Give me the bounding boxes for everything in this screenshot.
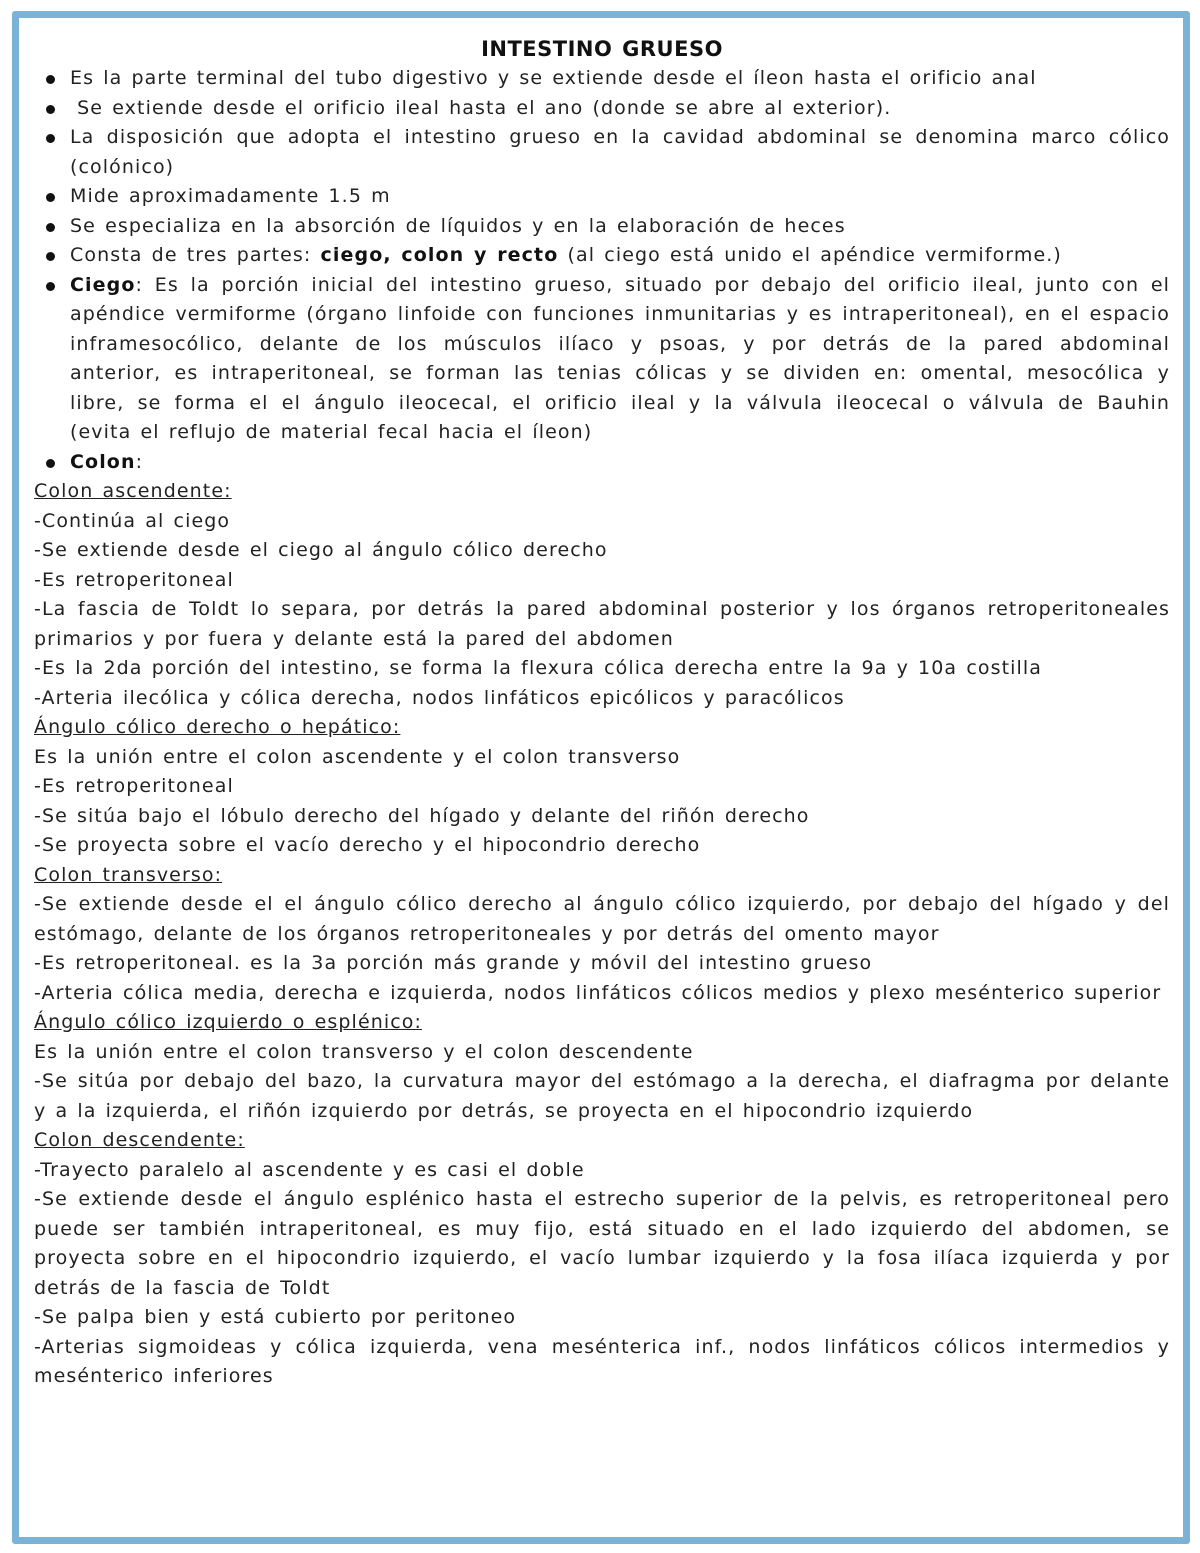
bullet-bold-text: ciego, colon y recto (320, 244, 559, 266)
list-item (34, 182, 1170, 212)
document-body (34, 34, 1170, 1392)
text-line: Es la unión entre el colon transverso y el colon descendente (34, 1040, 694, 1063)
bullet-text: : (135, 450, 144, 473)
list-item (34, 448, 1170, 478)
text-line: -Es retroperitoneal (34, 568, 234, 591)
list-item (34, 241, 1170, 271)
list-item (34, 212, 1170, 242)
bullet-text: Se especializa en la absorción de líquidos y en la elaboración de heces (70, 214, 846, 237)
bullet-text: : Es la porción inicial del intestino grueso, situado por debajo del orificio ileal, junto con el apéndice vermiforme (órgano linfoide con funciones inmunitarias y es intraperitoneal), en el espacio inframesocólico, delante de los músculos ilíaco y psoas, y por detrás de la pared abdominal anterior, es intraperitoneal, se forman las tenias cólicas y se dividen en: omental, mesocólica y libre, se forma el el ángulo ileocecal, el orificio ileal y la válvula ileocecal o válvula de Bauhin (evita el reflujo de material fecal hacia el íleon) (70, 273, 1170, 443)
bullet-list (34, 64, 1170, 477)
text-line: -Es retroperitoneal (34, 775, 234, 797)
text-line: -Se palpa bien y está cubierto por peritoneo (34, 1306, 517, 1328)
list-item (34, 271, 1170, 448)
bullet-text: Consta de tres partes: (70, 244, 321, 266)
text-line: -Arteria ilecólica y cólica derecha, nodos linfáticos epicólicos y paracólicos (34, 686, 845, 709)
bullet-text: Mide aproximadamente 1.5 m (70, 185, 391, 207)
text-line: -La fascia de Toldt lo separa, por detrás la pared abdominal posterior y los órganos retroperitoneales primarios y por fuera y delante está la pared del abdomen (34, 598, 1170, 650)
text-line: -Se extiende desde el ciego al ángulo cólico derecho (34, 539, 608, 561)
page-title: INTESTINO GRUESO (481, 37, 723, 61)
list-item (34, 123, 1170, 182)
text-line: Es la unión entre el colon ascendente y el colon transverso (34, 745, 681, 768)
bullet-text: La disposición que adopta el intestino grueso en la cavidad abdominal se denomina marco cólico (colónico) (70, 126, 1170, 178)
bullet-bold-text: Ciego (70, 273, 136, 296)
bullet-text: (al ciego está unido el apéndice vermiforme.) (558, 244, 1062, 266)
section-heading-angulo-hepatico: Ángulo cólico derecho o hepático: (34, 716, 401, 738)
bullet-bold-text: Colon (70, 450, 136, 473)
bullet-text: Es la parte terminal del tubo digestivo y se extiende desde el íleon hasta el orificio anal (70, 67, 1037, 89)
text-line: -Se sitúa bajo el lóbulo derecho del hígado y delante del riñón derecho (34, 804, 810, 827)
section-heading-colon-transverso: Colon transverso: (34, 863, 223, 886)
text-line: -Es la 2da porción del intestino, se forma la flexura cólica derecha entre la 9a y 10a costilla (34, 657, 1043, 679)
text-line: -Se proyecta sobre el vacío derecho y el hipocondrio derecho (34, 834, 701, 856)
text-line: -Se sitúa por debajo del bazo, la curvatura mayor del estómago a la derecha, el diafragma por delante y a la izquierda, el riñón izquierdo por detrás, se proyecta en el hipocondrio izquierdo (34, 1070, 1170, 1122)
section-heading-colon-ascendente: Colon ascendente: (34, 480, 232, 502)
text-line: -Continúa al ciego (34, 509, 231, 532)
list-item (34, 94, 1170, 124)
bullet-text: Se extiende desde el orificio ileal hasta el ano (donde se abre al exterior). (70, 96, 892, 119)
section-heading-colon-descendente: Colon descendente: (34, 1129, 245, 1151)
text-line: -Es retroperitoneal. es la 3a porción más grande y móvil del intestino grueso (34, 952, 873, 974)
text-line: -Arteria cólica media, derecha e izquierda, nodos linfáticos cólicos medios y plexo mesénterico superior (34, 981, 1162, 1004)
text-line: -Se extiende desde el el ángulo cólico derecho al ángulo cólico izquierdo, por debajo del hígado y del estómago, delante de los órganos retroperitoneales y por detrás del omento mayor (34, 893, 1170, 945)
text-line: -Se extiende desde el ángulo esplénico hasta el estrecho superior de la pelvis, es retroperitoneal pero puede ser también intraperitoneal, es muy fijo, está situado en el lado izquierdo del abdomen, se proyecta sobre en el hipocondrio izquierdo, el vacío lumbar izquierdo y la fosa ilíaca izquierda y por detrás de la fascia de Toldt (34, 1188, 1170, 1299)
section-heading-angulo-esplenico: Ángulo cólico izquierdo o esplénico: (34, 1011, 423, 1033)
text-line: -Arterias sigmoideas y cólica izquierda, vena mesénterica inf., nodos linfáticos cólicos intermedios y mesénterico inferiores (34, 1335, 1170, 1387)
list-item (34, 64, 1170, 94)
text-line: -Trayecto paralelo al ascendente y es casi el doble (34, 1158, 585, 1181)
